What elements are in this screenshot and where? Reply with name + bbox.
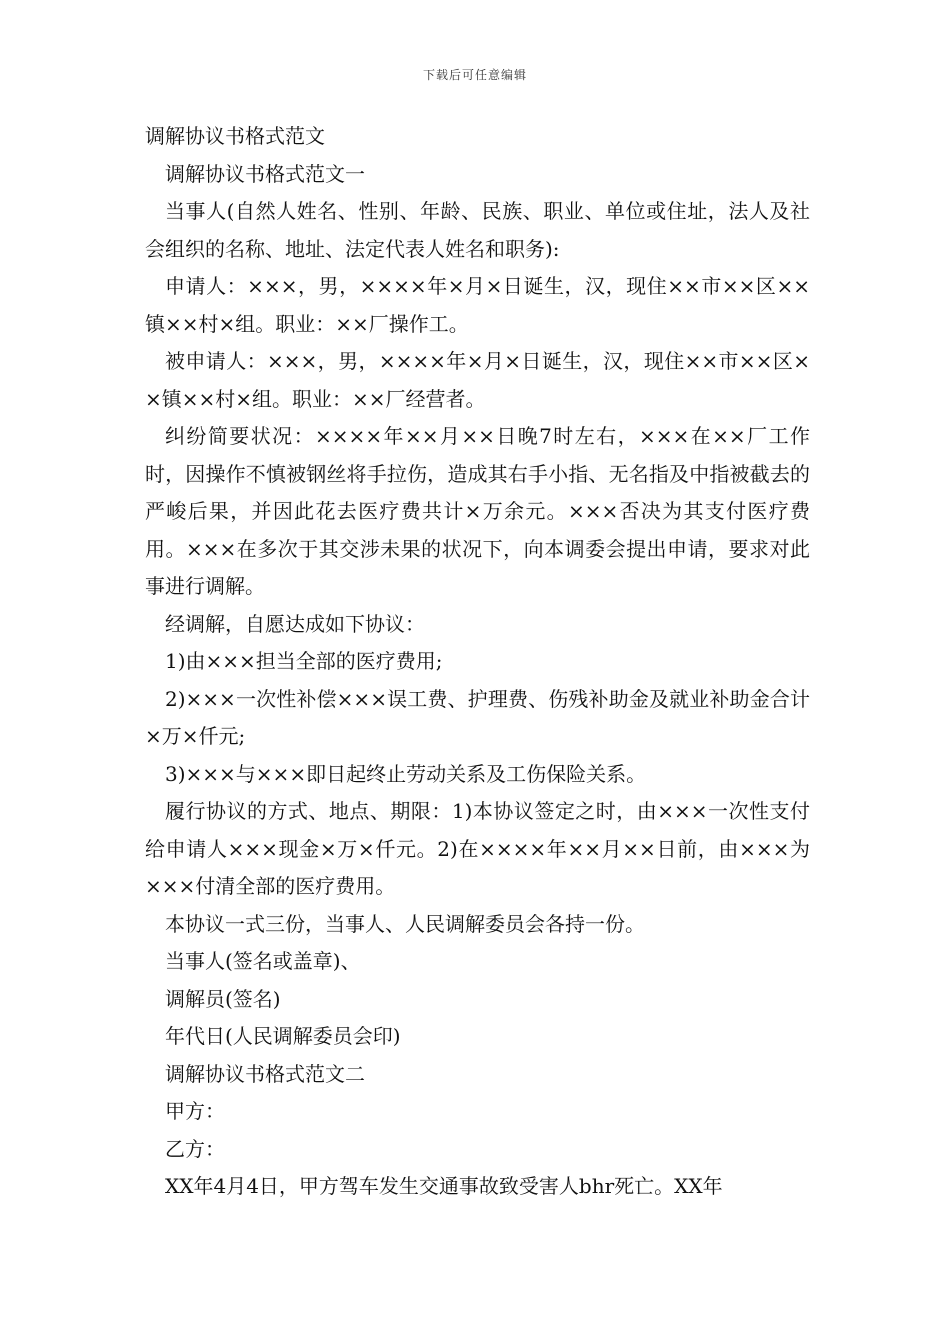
party-b-line: 乙方： xyxy=(165,1136,225,1161)
agreement-item-3: 3)×××与×××即日起终止劳动关系及工伤保险关系。 xyxy=(165,761,647,786)
party-signature-line: 当事人(签名或盖章)、 xyxy=(165,949,361,973)
section-heading-2: 调解协议书格式范文二 xyxy=(165,1061,365,1086)
mediator-signature-line: 调解员(签名) xyxy=(165,986,281,1011)
agreement-item-2: 2)×××一次性补偿×××误工费、护理费、伤残补助金及就业补助金合计×万×仟元; xyxy=(145,686,810,748)
agreement-item-1: 1)由×××担当全部的医疗费用; xyxy=(165,649,443,673)
accident-description: XX年4月4日，甲方驾车发生交通事故致受害人bhr死亡。XX年 xyxy=(165,1174,723,1198)
dispute-summary: 纠纷简要状况：××××年××月××日晚7时左右，×××在××厂工作时，因操作不慎被钢丝将手拉伤，造成其右手小指、无名指及中指被截去的严峻后果，并因此花去医疗费共计×万余元。×××否决为其支付医疗费用。×××在多次于其交涉未果的状况下，向本调委会提出申请，要求对此事进行调解。 xyxy=(145,424,810,598)
agreement-intro: 经调解，自愿达成如下协议： xyxy=(165,611,425,636)
document-title: 调解协议书格式范文 xyxy=(145,124,325,148)
copies-note: 本协议一式三份，当事人、人民调解委员会各持一份。 xyxy=(165,911,645,936)
document-body xyxy=(145,118,810,1206)
respondent-info: 被申请人：×××，男，××××年×月×日诞生，汉，现住××市××区××镇××村×组。职业：××厂经营者。 xyxy=(145,349,810,411)
header-note: 下载后可任意编辑 xyxy=(422,68,527,82)
section-heading-1: 调解协议书格式范文一 xyxy=(165,161,365,186)
date-seal-line: 年代日(人民调解委员会印) xyxy=(165,1024,401,1048)
performance-terms: 履行协议的方式、地点、期限：1)本协议签定之时，由×××一次性支付给申请人×××现金×万×仟元。2)在××××年××月××日前，由×××为×××付清全部的医疗费用。 xyxy=(145,799,810,898)
parties-intro: 当事人(自然人姓名、性别、年龄、民族、职业、单位或住址，法人及社会组织的名称、地址、法定代表人姓名和职务): xyxy=(145,199,810,261)
applicant-info: 申请人：×××，男，××××年×月×日诞生，汉，现住××市××区××镇××村×组。职业：××厂操作工。 xyxy=(145,274,810,336)
party-a-line: 甲方： xyxy=(165,1099,225,1123)
